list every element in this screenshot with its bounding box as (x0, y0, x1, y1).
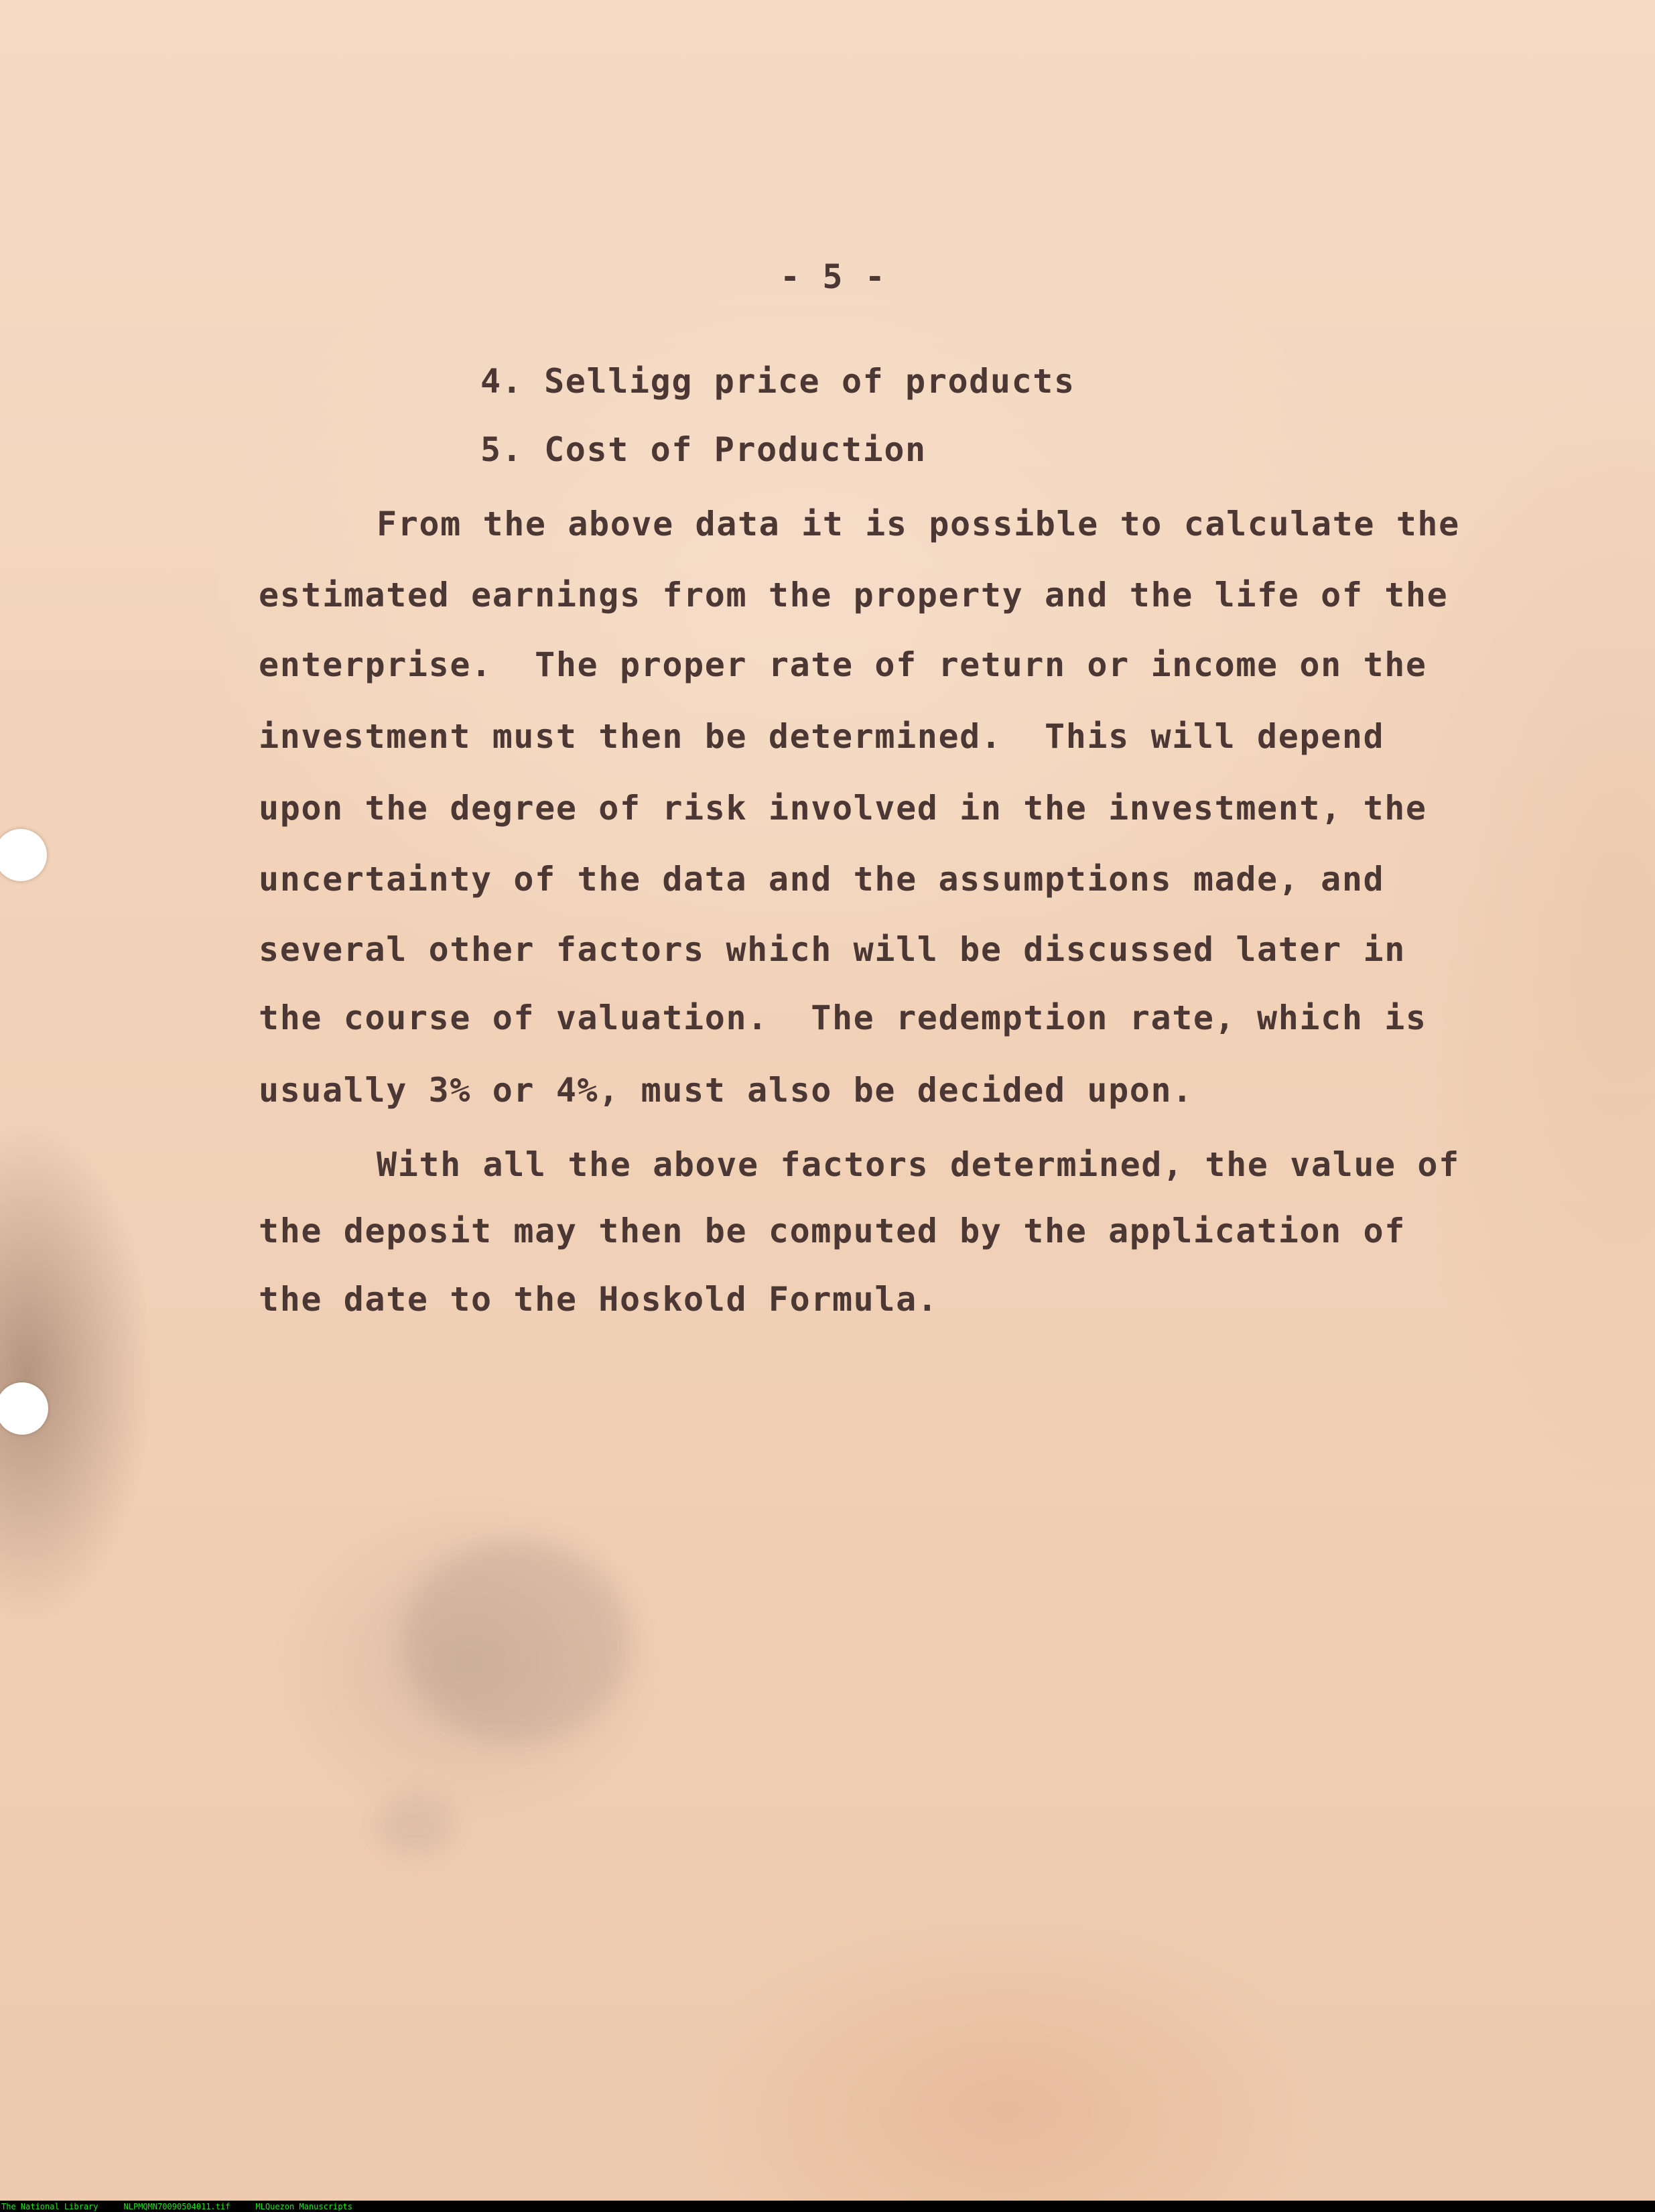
page-number: - 5 - (780, 257, 886, 296)
paragraph-2-line: the deposit may then be computed by the application of (259, 1212, 1406, 1250)
water-stain (402, 1541, 630, 1742)
paragraph-1-line: investment must then be determined. This will depend (259, 717, 1385, 756)
punch-hole-lower (0, 1382, 48, 1435)
archive-footer (0, 2201, 1655, 2212)
paragraph-2-line: the date to the Hoskold Formula. (259, 1280, 939, 1319)
paragraph-1-line: upon the degree of risk involved in the investment, the (259, 789, 1427, 828)
footer-collection: MLQuezon Manuscripts (255, 2201, 352, 2211)
punch-hole-upper (0, 829, 47, 881)
paragraph-1-line: usually 3% or 4%, must also be decided upon. (259, 1071, 1193, 1110)
paragraph-1-line: From the above data it is possible to calculate the (377, 505, 1460, 543)
list-item-selling-price: 4. Selligg price of products (480, 362, 1075, 401)
list-item-cost-of-production: 5. Cost of Production (480, 430, 927, 469)
paragraph-2-line: With all the above factors determined, the value of (377, 1145, 1460, 1184)
paragraph-1-line: estimated earnings from the property and the life of the (259, 576, 1449, 614)
paragraph-1-line: the course of valuation. The redemption rate, which is (259, 998, 1427, 1037)
paragraph-1-line: several other factors which will be discussed later in (259, 930, 1406, 969)
footer-library: The National Library (1, 2201, 98, 2211)
paragraph-1-line: enterprise. The proper rate of return or income on the (259, 645, 1427, 684)
paragraph-1-line: uncertainty of the data and the assumptions made, and (259, 860, 1385, 899)
small-stain (375, 1796, 456, 1856)
footer-file-id: NLPMQMN70090504011.tif (123, 2201, 230, 2211)
